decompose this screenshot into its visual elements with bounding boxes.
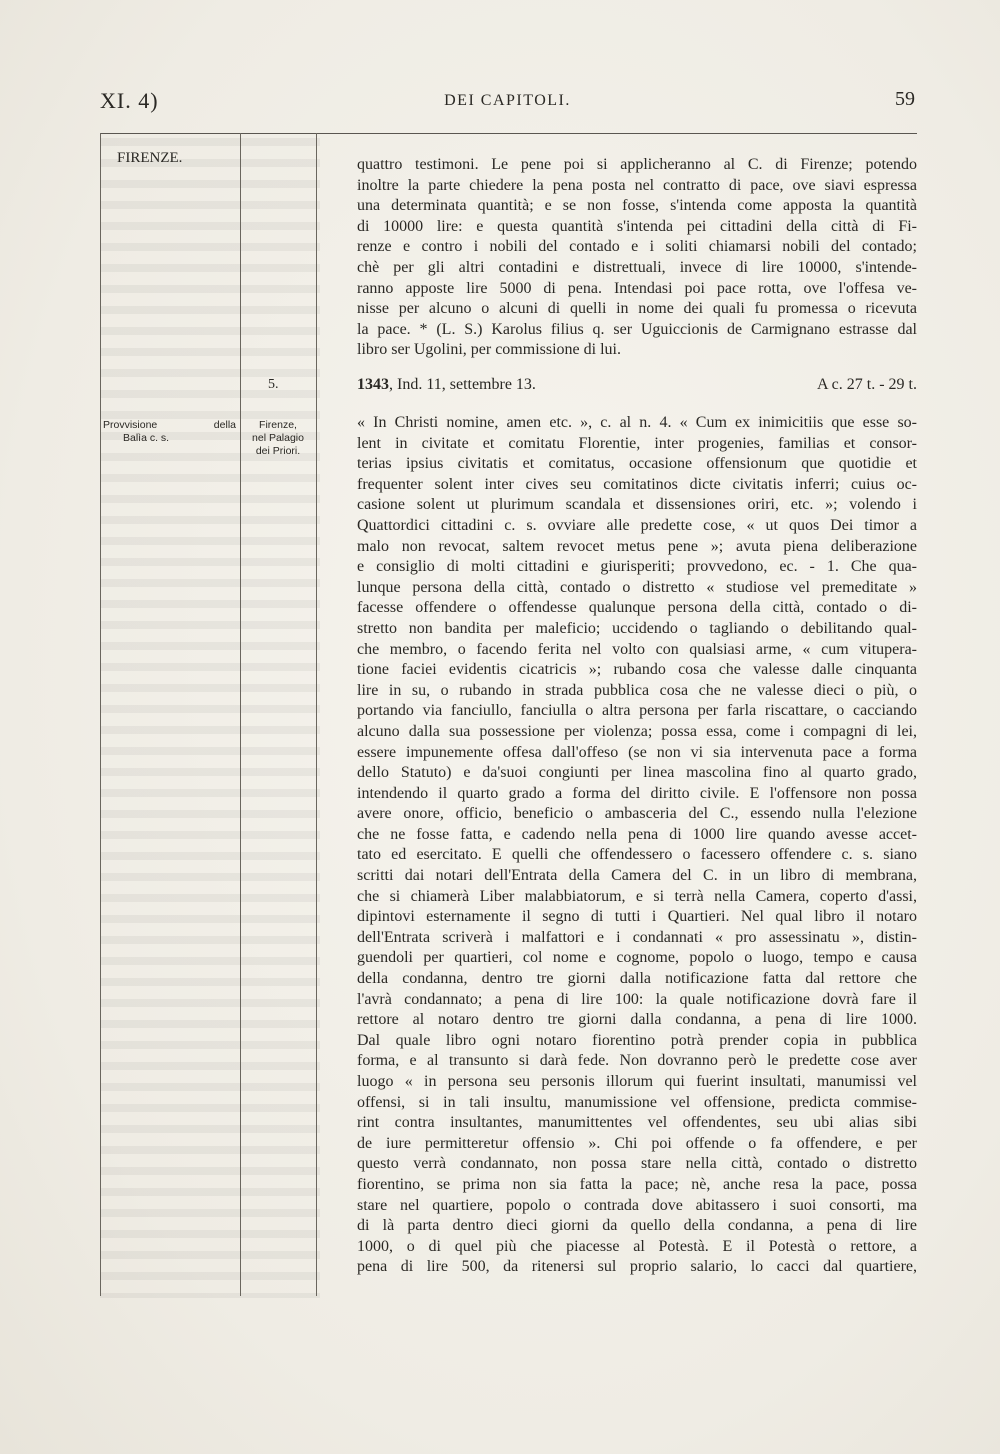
text-line: fiorentino, se prima non sia fatta la pace; nè, anche resa la pace, possa bbox=[357, 1175, 917, 1193]
text-line: luogo « in persona seu personis illorum qui fuerint insultati, manumissi vel bbox=[357, 1073, 917, 1090]
text-line: casione solent ut plurimum scandala et dissensiones oriri, etc. »; volendo i bbox=[357, 496, 917, 514]
margin-entry-number: 5. bbox=[268, 377, 279, 392]
text-line: essere impunemente offesa dall'offeso (se non vi sia intervenuta pace a forma bbox=[357, 743, 917, 761]
location-line: nel Palagio bbox=[252, 432, 304, 444]
text-line: scritti dai notari dell'Entrata della Camera del C. in un libro di membrana, bbox=[357, 867, 917, 885]
text-line: chè per gli altri contadini e distrettuali, invece di lire 10000, s'intende- bbox=[357, 258, 917, 276]
text-line: pena di lire 500, da ritenersi sul proprio salario, lo cacci dal quartiere, bbox=[357, 1258, 917, 1276]
running-title: DEI CAPITOLI. bbox=[444, 92, 571, 109]
text-line: lent in civitate et comitatu Florentie, inter progenies, familias et consor- bbox=[357, 434, 917, 452]
text-line: offensi, si in tali insultu, manumissione vel offensione, predicta commise- bbox=[357, 1093, 917, 1111]
text-line: questo verrà condannato, non possa stare nella città, contado o distretto bbox=[357, 1155, 917, 1173]
provision-line-1: Provvisione della bbox=[103, 419, 236, 431]
text-line: malo non revocat, saltem revocet metus pene »; avuta piena deliberazione bbox=[357, 537, 917, 555]
text-line: frequenter solent inter cives seu comitatinos dicte civitatis inferri; cuius oc- bbox=[357, 475, 917, 493]
text-line: Dal quale libro ogni notaro fiorentino potrà prender copia in pubblica bbox=[357, 1031, 917, 1049]
text-line: renze e contro i nobili del contado e i soliti chiamarsi nobili del contado; bbox=[357, 238, 917, 256]
entry-year: 1343 bbox=[357, 376, 389, 393]
text-line: alcuno dalla sua possessione per violenza; possa essa, come i compagni di lei, bbox=[357, 722, 917, 740]
text-line: intendendo il quarto grado a forma del diritto civile. E l'offensore non possa bbox=[357, 784, 917, 802]
entry-date: , Ind. 11, settembre 13. bbox=[389, 376, 536, 393]
text-line: lunque persona della città, contado o distretto « studiose vel premeditate » bbox=[357, 578, 917, 596]
text-line: l'avrà condannato; a pena di lire 100: la quale notificazione dovrà fare il bbox=[357, 990, 917, 1008]
text-line: portando via fanciullo, fanciulla o altra persona per farla riscattare, o cacciando bbox=[357, 702, 917, 720]
text-line: rint contra insultantes, manumittentes vel offendentes, seu ubi alias sibi bbox=[357, 1114, 917, 1132]
page-number: 59 bbox=[895, 88, 915, 110]
text-line: de iure permitteretur offensio ». Chi poi offende o fa offendere, e per bbox=[357, 1134, 917, 1152]
column-rule-left bbox=[100, 133, 101, 1296]
show-through-texture bbox=[100, 138, 320, 1298]
text-line: tato ed esercitato. E quelli che offendessero o facessero offendere c. s. siano bbox=[357, 846, 917, 864]
text-line: di 10000 lire: e questa quantità s'intenda pei cittadini della città di Fi- bbox=[357, 217, 917, 235]
text-line: dell'Entrata scriverà i malfattori e i condannati « pro assessinatu », distin- bbox=[357, 928, 917, 946]
text-line: la pace. * (L. S.) Karolus filius q. ser Uguiccionis de Carmignano estrasse dal bbox=[357, 320, 917, 338]
text-line: che membro, o facendo ferita nel volto con qualsiasi arme, « cum vitupera- bbox=[357, 640, 917, 658]
text-line: della condanna, dentro tre giorni dalla notificazione fatta dal rettore che bbox=[357, 970, 917, 988]
text-line: una determinata quantità; e se non fosse, s'intenda come apposta la quantità bbox=[357, 197, 917, 215]
text-line: forma, e al transunto si darà fede. Non dovranno però le predette cose aver bbox=[357, 1052, 917, 1070]
text-line: stretto non bandita per maleficio; uccidendo o tagliando o debilitando qual- bbox=[357, 619, 917, 637]
provision-line-2: Balìa c. s. bbox=[123, 432, 170, 444]
location-line: Firenze, bbox=[259, 419, 297, 431]
running-header bbox=[100, 88, 915, 120]
text-line: dipintovi esternamente il segno di tutti i Quartieri. Nel qual libro il notaro bbox=[357, 908, 917, 926]
text-line: quattro testimoni. Le pene poi si applicheranno al C. di Firenze; potendo bbox=[357, 156, 917, 173]
text-line: Quattordici cittadini c. s. ovviare alle predette cose, « ut quos Dei timor a bbox=[357, 516, 917, 534]
text-line: tione faciei evidentis cicatricis »; rubando cosa che valesse dalle cinquanta bbox=[357, 661, 917, 679]
entry-heading bbox=[357, 375, 917, 395]
margin-provision bbox=[103, 419, 236, 445]
column-rule-right bbox=[316, 133, 317, 1296]
section-number: XI. 4) bbox=[100, 88, 159, 113]
text-line: « In Christi nomine, amen etc. », c. al n. 4. « Cum ex inimicitiis que esse so- bbox=[357, 414, 917, 431]
text-line: inoltre la parte chiedere la pena posta nel contratto di pace, ove siavi espressa bbox=[357, 176, 917, 194]
text-line: ranno apposte lire 5000 di pena. Intendasi poi pace rotta, ove l'offesa ve- bbox=[357, 279, 917, 297]
entry-reference: A c. 27 t. - 29 t. bbox=[817, 376, 917, 393]
header-rule bbox=[100, 133, 917, 134]
text-line: che si chiamerà Liber malabbiatorum, e si terrà nella Camera, coperto d'assi, bbox=[357, 887, 917, 905]
text-line: terias ipsius civitatis et comitatus, occasione offensionum que quotidie et bbox=[357, 455, 917, 473]
text-line: facesse offendere o offendesse qualunque persona della città, contado o di- bbox=[357, 599, 917, 617]
text-line: rettore al notaro dentro tre giorni dalla condanna, a pena di lire 1000. bbox=[357, 1011, 917, 1029]
body-text-entry bbox=[357, 413, 917, 1278]
column-rule-middle bbox=[240, 133, 241, 1296]
text-line: e consiglio di molti cittadini e giurisperiti; provvedono, ec. - 1. Che qua- bbox=[357, 558, 917, 576]
location-line: dei Priori. bbox=[255, 445, 301, 457]
text-line: dello Statuto) e da'suoi congiunti per linea mascolina fino al quarto grado, bbox=[357, 764, 917, 782]
text-line: che ne fosse fatta, e cadendo nella pena di 1000 lire quando avesse accet- bbox=[357, 825, 917, 843]
text-line: nisse per alcuno o alcuni di quelli in nome dei quali fu promessa o ricevuta bbox=[357, 300, 917, 318]
text-line: avere onore, officio, beneficio o ambasceria del C., essendo nulla l'elezione bbox=[357, 805, 917, 823]
text-line: libro ser Ugolini, per commissione di lui. bbox=[357, 341, 621, 359]
text-line: stare nel quartiere, popolo o contrada dove abitassero i suoi consorti, ma bbox=[357, 1196, 917, 1214]
text-line: 1000, o di quel più che piacesse al Potestà. E il Potestà o rettore, a bbox=[357, 1237, 917, 1255]
margin-place: FIRENZE. bbox=[117, 150, 183, 166]
text-line: guendoli per quartieri, col nome e cognome, popolo o luogo, tempo e causa bbox=[357, 949, 917, 967]
text-line: di là parta dentro dieci giorni da quello della condanna, a pena di lire bbox=[357, 1217, 917, 1235]
text-line: lire in su, o rubando in strada pubblica cosa che ne valesse dieci o più, o bbox=[357, 681, 917, 699]
body-text-continued bbox=[357, 155, 917, 361]
margin-location bbox=[243, 419, 313, 458]
